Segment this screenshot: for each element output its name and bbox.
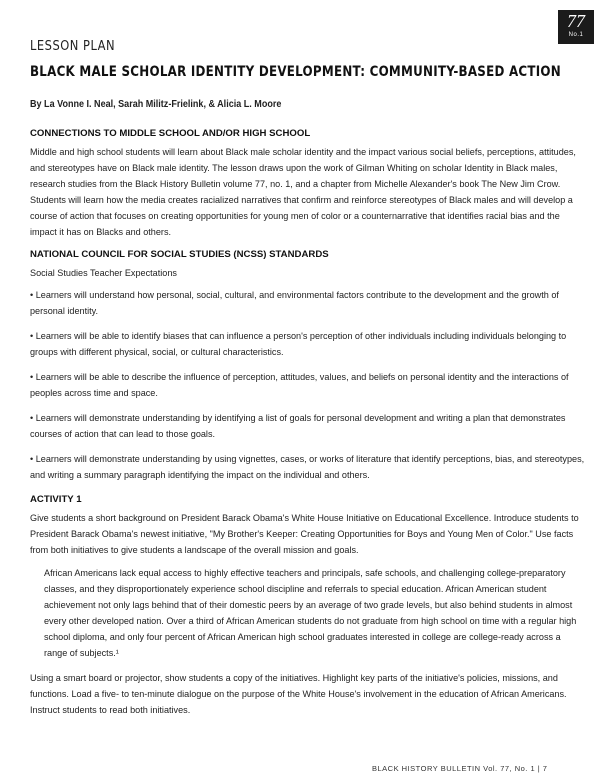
activity1-blockquote: African Americans lack equal access to highly effective teachers and principals, safe schools, and challenging college-preparatory classes, and they disproportionately experience school discipline and referrals to special education. African American student achievement not only lags behind that of their domestic peers by an average of two grade levels, but also behind students in almost every other developed nation. Over a third of African American students do not graduate from high school on time with a regular high school diploma, and only four percent of African American high school graduates interested in college are college-ready across a range of subjects.¹ — [44, 568, 577, 658]
section-kicker: LESSON PLAN — [30, 38, 116, 54]
page-footer: BLACK HISTORY BULLETIN Vol. 77, No. 1 | 7 — [372, 764, 548, 773]
ncss-bullet: • Learners will be able to identify biases that can influence a person's perception of other individuals including individuals belonging to groups with different physical, social, or cultural characteristics. — [30, 331, 567, 357]
ncss-heading: NATIONAL COUNCIL FOR SOCIAL STUDIES (NCSS) STANDARDS — [30, 249, 329, 260]
issue-label: No.1 — [568, 32, 584, 38]
ncss-bullet: • Learners will demonstrate understanding by using vignettes, cases, or works of literature that identify perceptions, bias, and stereotypes, and writing a summary paragraph identifying the impact on the individual and others. — [30, 454, 585, 480]
activity1-heading: ACTIVITY 1 — [30, 494, 82, 505]
article-body — [30, 126, 586, 725]
issue-badge — [558, 10, 594, 44]
ncss-subheading: Social Studies Teacher Expectations — [30, 268, 177, 278]
ncss-bullet: • Learners will demonstrate understanding by identifying a list of goals for personal development and writing a plan that demonstrates courses of action that can lead to those goals. — [30, 413, 566, 439]
connections-heading: CONNECTIONS TO MIDDLE SCHOOL AND/OR HIGH SCHOOL — [30, 128, 311, 139]
issue-number: 77 — [567, 11, 585, 31]
article-authors: By La Vonne I. Neal, Sarah Militz-Frielink, & Alicia L. Moore — [30, 98, 282, 110]
connections-paragraph: Middle and high school students will learn about Black male scholar identity and the impact various social beliefs, perceptions, attitudes, and stereotypes have on Black male identity. The lesson draws upon the work of Gilman Whiting on scholar Identity in Black males, research studies from the Black History Bulletin volume 77, no. 1, and a chapter from Michelle Alexander's book The New Jim Crow. Students will learn how the media creates racialized narratives that confirm and reinforce stereotypes of Black males and will develop a course of action that focuses on creating opportunities for young men of color or a counternarrative that identifies racial bias and the impact it has on Blacks and others. — [30, 147, 576, 237]
article-title: BLACK MALE SCHOLAR IDENTITY DEVELOPMENT: COMMUNITY-BASED ACTION — [30, 64, 561, 80]
ncss-bullet: • Learners will be able to describe the influence of perception, attitudes, values, and beliefs on personal identity and the interactions of peoples across time and space. — [30, 372, 569, 398]
activity1-paragraph-2: Using a smart board or projector, show students a copy of the initiatives. Highlight key parts of the initiative's policies, missions, and functions. Load a five- to ten-minute dialogue on the purpose of the White House's involvement in the education of African Americans. Instruct students to read both initiatives. — [30, 673, 567, 715]
activity1-paragraph: Give students a short background on President Barack Obama's White House Initiative on Educational Excellence. Introduce students to President Barack Obama's newest initiative, "My Brother's Keeper: Creating Opportunities for Boys and Young Men of Color." Use facts from both initiatives to give students a landscape of the overall mission and goals. — [30, 513, 579, 555]
ncss-bullet: • Learners will understand how personal, social, cultural, and environmental factors contribute to the development and the growth of personal identity. — [30, 290, 559, 316]
